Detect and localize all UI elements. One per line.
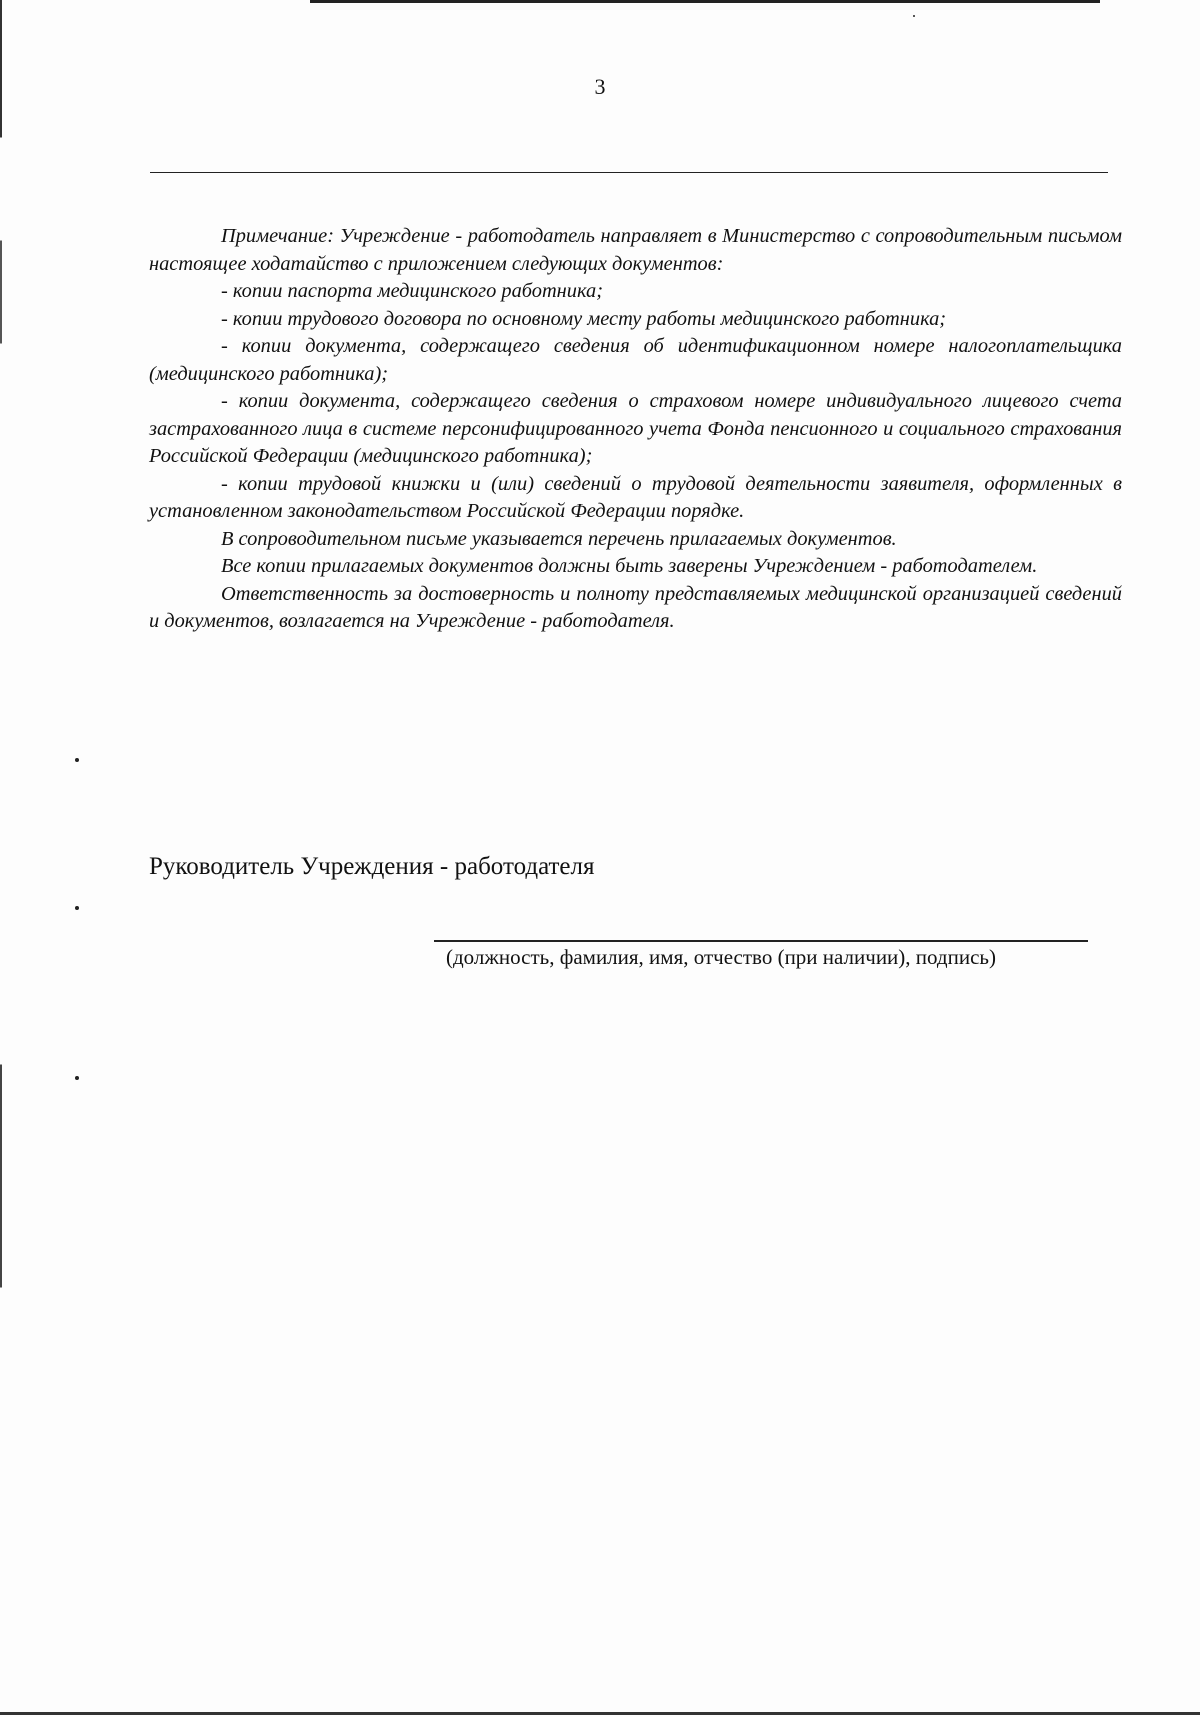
scan-speck — [75, 1076, 79, 1080]
page-number: 3 — [594, 74, 606, 99]
signature-caption: (должность, фамилия, имя, отчество (при наличии), подпись) — [446, 945, 996, 969]
note-paragraph: Ответственность за достоверность и полноту представляемых медицинской организацией сведений и документов, возлагается на Учреждение - работодателя. — [149, 582, 1122, 632]
scan-edge-left — [0, 0, 2, 1717]
note-paragraph: Все копии прилагаемых документов должны быть заверены Учреждением - работодателем. — [221, 555, 1038, 577]
note-list-item: - копии трудовой книжки и (или) сведений о трудовой деятельности заявителя, оформленных в установленном законодательством Российской Федерации порядке. — [149, 472, 1122, 522]
header-rule — [150, 172, 1108, 173]
scan-edge-bottom — [0, 1712, 1200, 1715]
note-list-item: - копии паспорта медицинского работника; — [221, 280, 604, 302]
note-paragraph: В сопроводительном письме указывается перечень прилагаемых документов. — [221, 527, 897, 550]
scan-speck — [913, 15, 915, 17]
scan-speck — [75, 906, 79, 910]
note-intro: Примечание: Учреждение - работодатель направляет в Министерство с сопроводительным письмом настоящее ходатайство с приложением следующих документов: — [149, 225, 1122, 275]
note-list-item: - копии документа, содержащего сведения о страховом номере индивидуального лицевого счета застрахованного лица в системе персонифицированного учета Фонда пенсионного и социального страхования Российской Федерации (медицинского работника); — [149, 390, 1122, 467]
note-block — [149, 223, 1122, 636]
signatory-title: Руководитель Учреждения - работодателя — [149, 853, 595, 880]
scan-edge-top — [310, 0, 1100, 3]
scan-speck — [75, 758, 79, 762]
signature-line — [434, 940, 1088, 942]
note-list-item: - копии трудового договора по основному месту работы медицинского работника; — [221, 307, 947, 330]
note-list-item: - копии документа, содержащего сведения об идентификационном номере налогоплательщика (медицинского работника); — [149, 335, 1122, 385]
